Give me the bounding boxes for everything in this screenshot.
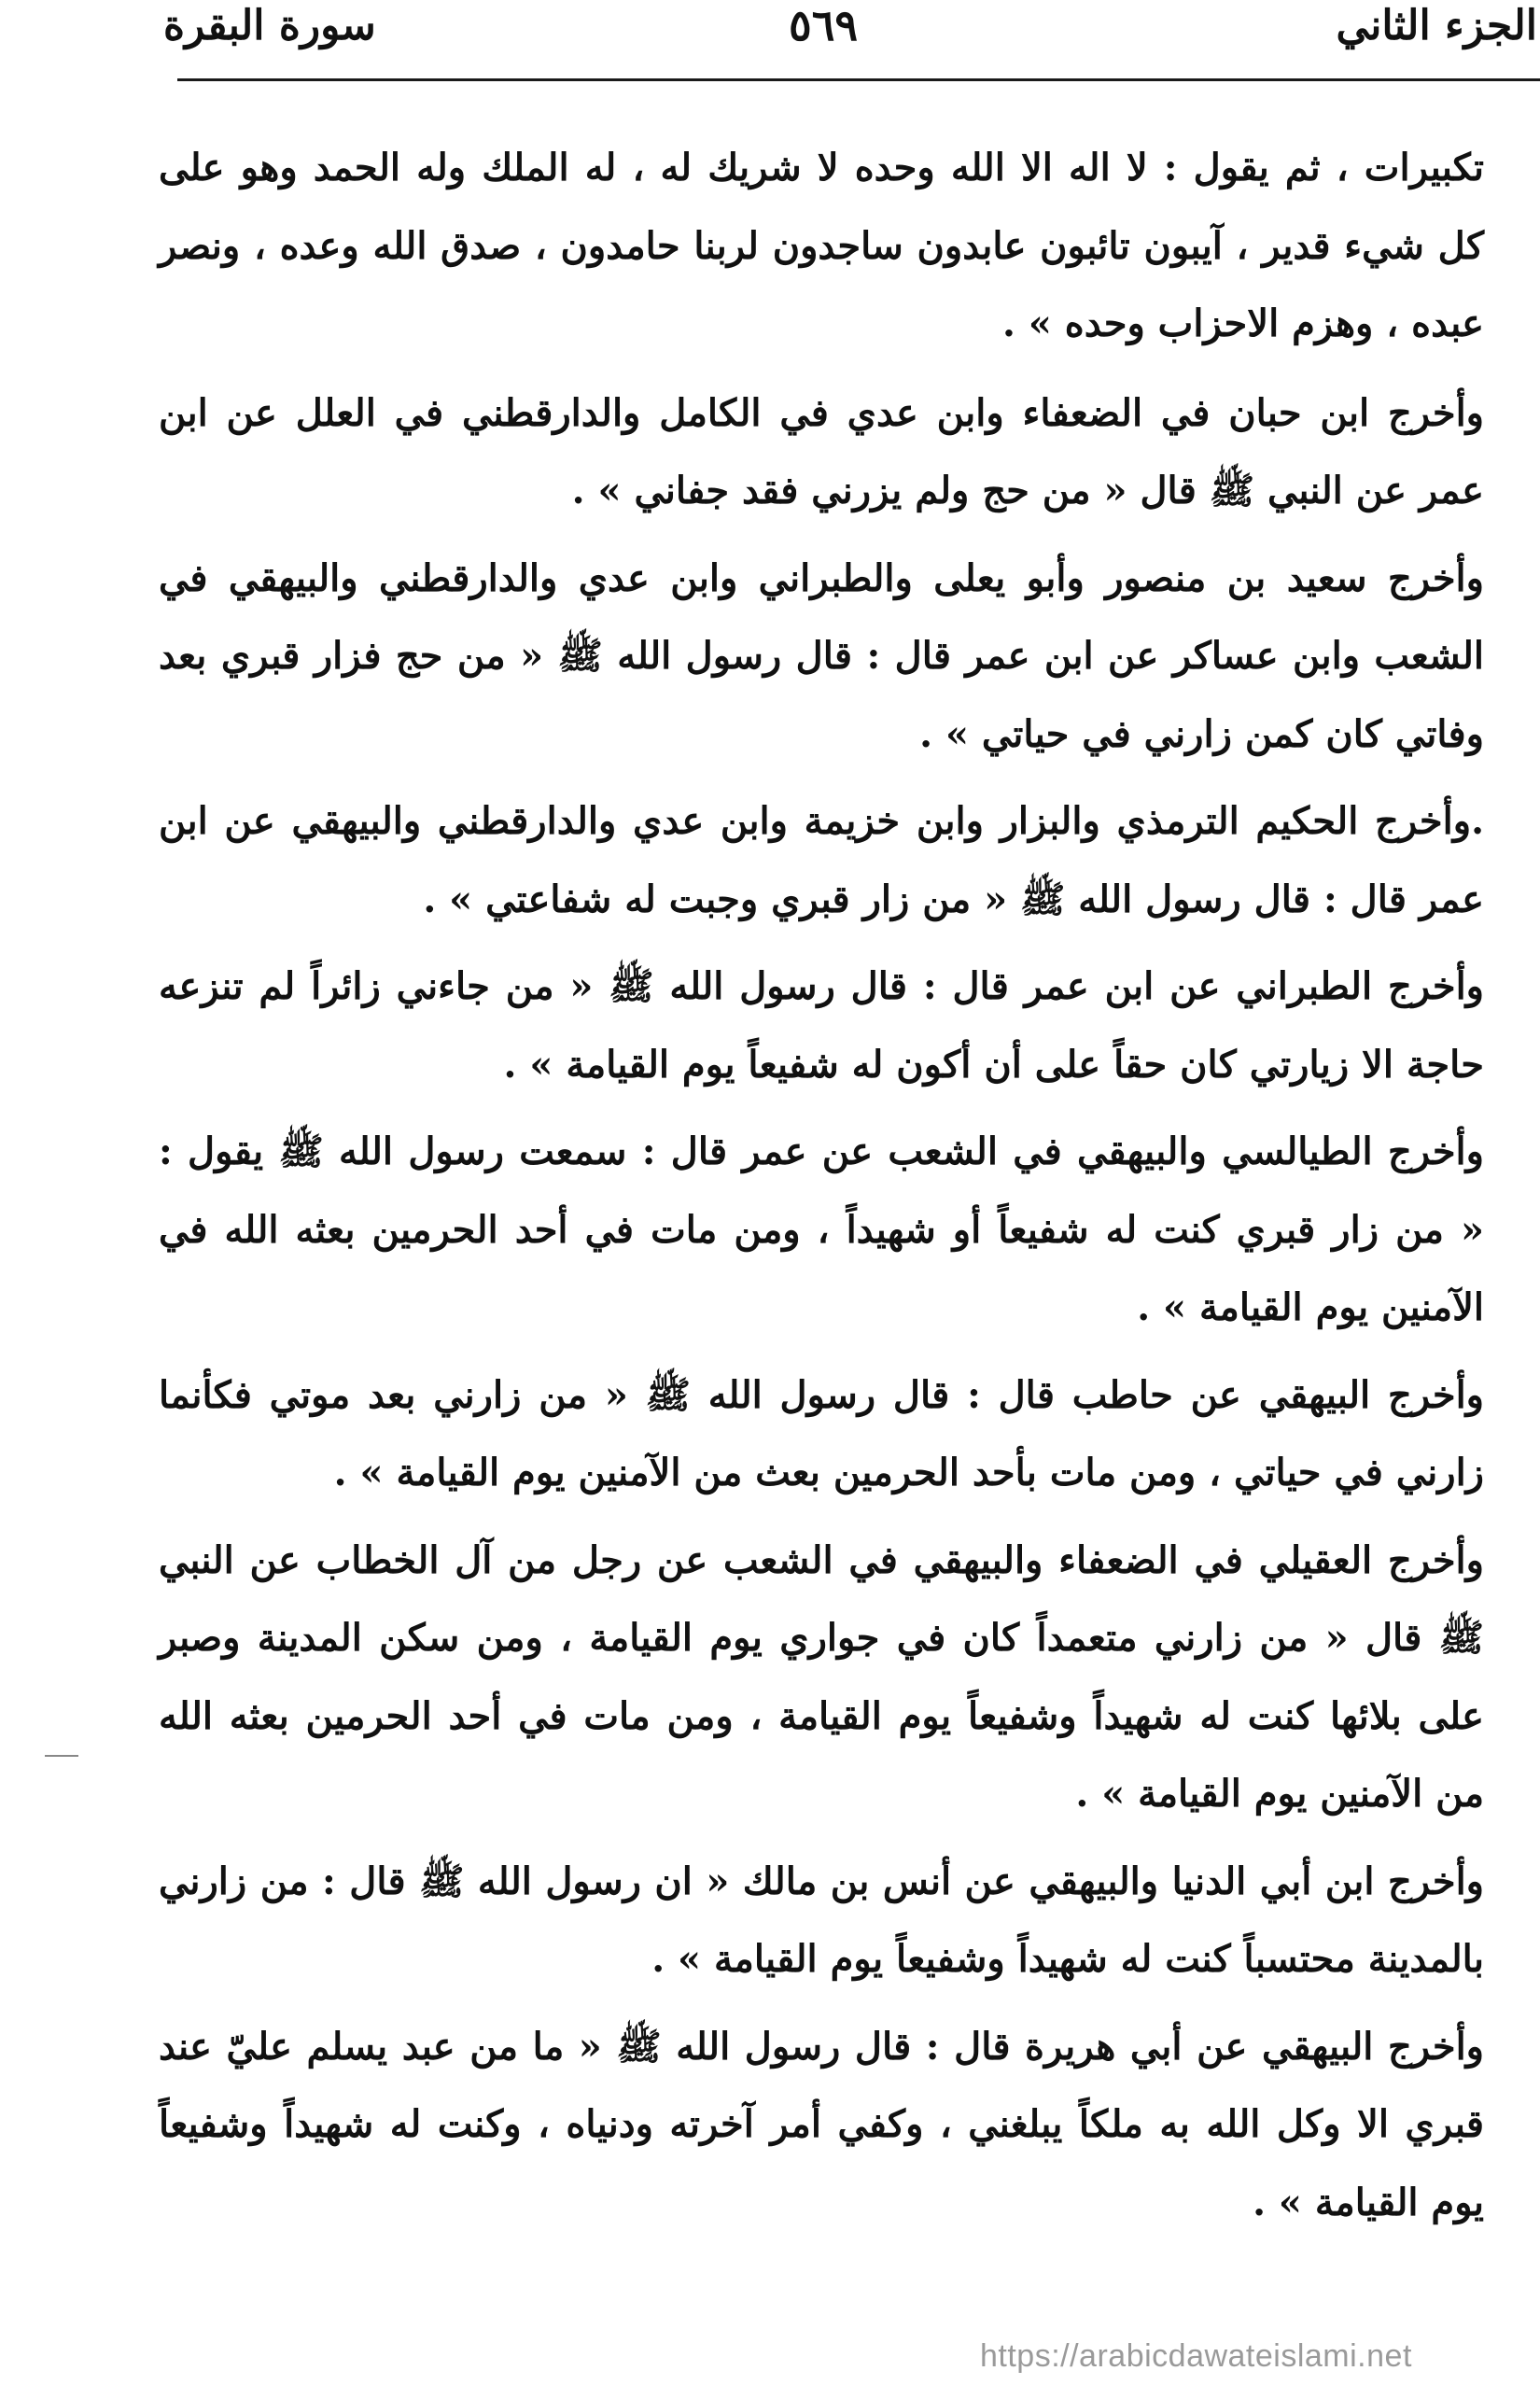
source-watermark: https://arabicdawateislami.net [980, 2338, 1412, 2374]
running-head-part: الجزء الثاني [1336, 2, 1537, 49]
scan-margin-mark [45, 1755, 78, 1757]
paragraph-9: وأخرج ابن أبي الدنيا والبيهقي عن أنس بن مالك « ان رسول الله ﷺ قال : من زارني بالمدينة محتسباً كنت له شهيداً وشفيعاً يوم القيامة » . [159, 1859, 1484, 1981]
page-header [163, 0, 1540, 75]
running-head-surah: سورة البقرة [163, 2, 376, 49]
paragraph-4: .وأخرج الحكيم الترمذي والبزار وابن خزيمة وابن عدي والدارقطني والبيهقي عن ابن عمر قال : قال رسول الله ﷺ « من زار قبري وجبت له شفاعتي » . [159, 799, 1484, 921]
paragraph-6: وأخرج الطيالسي والبيهقي في الشعب عن عمر قال : سمعت رسول الله ﷺ يقول : « من زار قبري كنت له شفيعاً أو شهيداً ، ومن مات في أحد الحرمين بعثه الله في الآمنين يوم القيامة » . [159, 1129, 1484, 1329]
page-number: ٥٦٩ [789, 0, 859, 50]
paragraph-2: وأخرج ابن حبان في الضعفاء وابن عدي في الكامل والدارقطني في العلل عن ابن عمر عن النبي ﷺ قال « من حج ولم يزرني فقد جفاني » . [159, 390, 1484, 512]
paragraph-8: وأخرج العقيلي في الضعفاء والبيهقي في الشعب عن رجل من آل الخطاب عن النبي ﷺ قال « من زارني متعمداً كان في جواري يوم القيامة ، ومن سكن المدينة وصبر على بلائها كنت له شهيداً وشفيعاً يوم القيامة ، ومن مات في أحد الحرمين بعثه الله من الآمنين يوم القيامة » . [159, 1537, 1484, 1816]
paragraph-5: وأخرج الطبراني عن ابن عمر قال : قال رسول الله ﷺ « من جاءني زائراً لم تنزعه حاجة الا زيارتي كان حقاً على أن أكون له شفيعاً يوم القيامة » . [159, 964, 1484, 1087]
paragraph-10: وأخرج البيهقي عن أبي هريرة قال : قال رسول الله ﷺ « ما من عبد يسلم عليّ عند قبري الا وكل الله به ملكاً يبلغني ، وكفي أمر آخرته ودنياه ، وكنت له شهيداً وشفيعاً يوم القيامة » . [159, 2024, 1484, 2224]
page-body [159, 129, 1484, 2251]
header-rule [177, 78, 1540, 81]
paragraph-3: وأخرج سعيد بن منصور وأبو يعلى والطبراني وابن عدي والدارقطني والبيهقي في الشعب وابن عساكر عن ابن عمر قال : قال رسول الله ﷺ « من حج فزار قبري بعد وفاتي كان كمن زارني في حياتي » . [159, 555, 1484, 756]
paragraph-1: تكبيرات ، ثم يقول : لا اله الا الله وحده لا شريك له ، له الملك وله الحمد وهو على كل شيء قدير ، آيبون تائبون عابدون ساجدون لربنا حامدون ، صدق الله وعده ، ونصر عبده ، وهزم الاحزاب وحده » . [159, 146, 1484, 345]
paragraph-7: وأخرج البيهقي عن حاطب قال : قال رسول الله ﷺ « من زارني بعد موتي فكأنما زارني في حياتي ، ومن مات بأحد الحرمين بعث من الآمنين يوم القيامة » . [159, 1372, 1485, 1494]
